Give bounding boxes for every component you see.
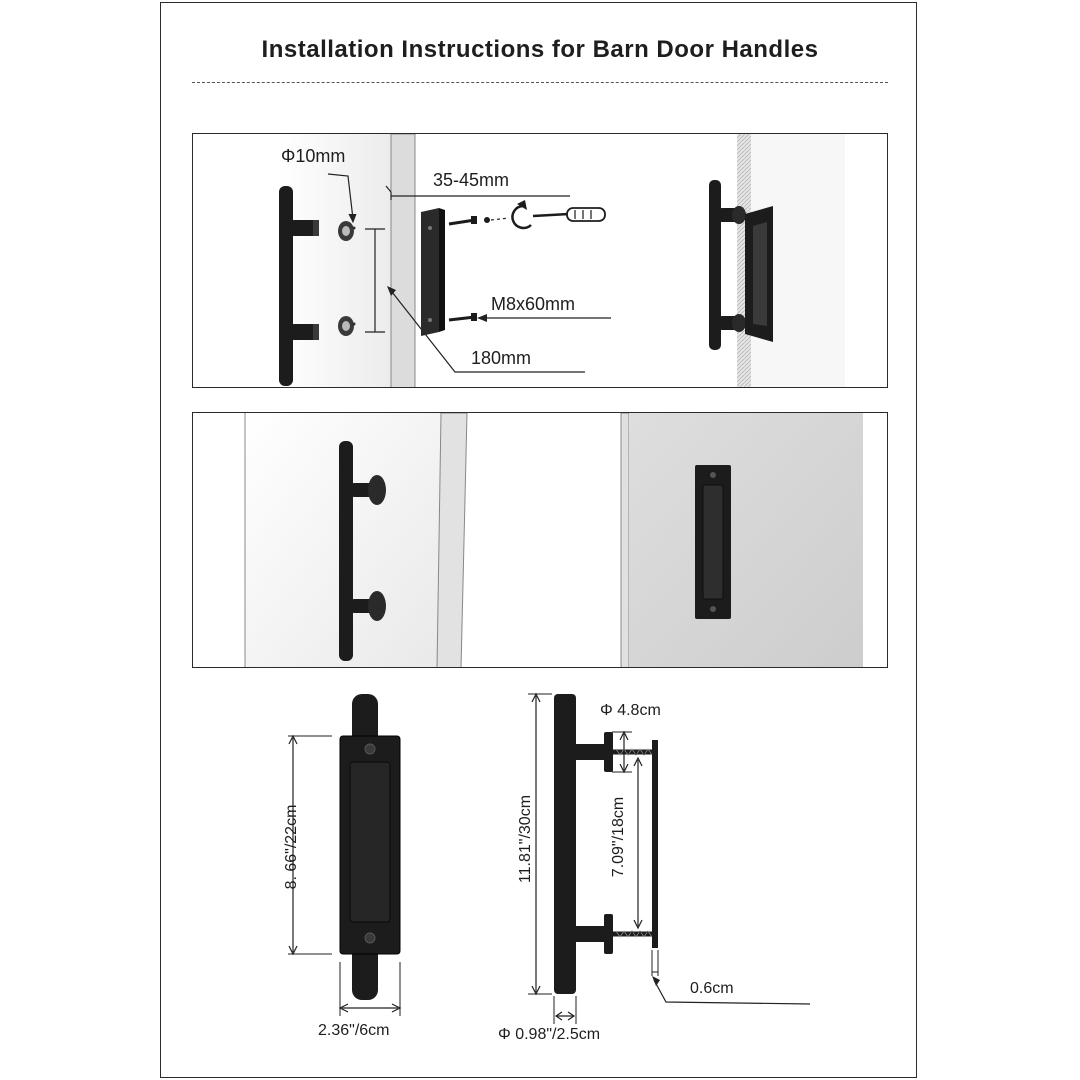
drill-hole-top	[338, 221, 354, 241]
step-mounting-panel	[192, 133, 888, 388]
bar-diameter-dimension	[554, 996, 576, 1024]
installed-flush-pull-plate	[695, 465, 731, 619]
mounting-illustration	[193, 134, 888, 388]
mounting-screw-top	[449, 216, 490, 224]
door-back-side	[629, 413, 863, 668]
handle-length-label: 11.81"/30cm	[517, 794, 534, 884]
plate-height-label: 8. 66"/22cm	[283, 804, 300, 890]
assembled-flush-plate	[745, 206, 773, 342]
hole-spacing-label: 180mm	[471, 348, 532, 368]
dimension-drawings	[192, 680, 888, 1070]
rotate-arrow-icon	[512, 200, 531, 228]
door-edge	[391, 134, 415, 388]
installed-illustration	[193, 413, 888, 668]
post-diameter-label: Φ 4.8cm	[600, 702, 661, 719]
screw-size-label: M8x60mm	[491, 294, 576, 314]
plate-width-label: 2.36"/6cm	[318, 1022, 390, 1039]
title-divider	[192, 82, 888, 83]
hole-diameter-label: Φ10mm	[281, 146, 346, 166]
page-title: Installation Instructions for Barn Door Handles	[261, 36, 819, 63]
plate-front-view	[340, 694, 400, 1000]
screwdriver-icon	[533, 208, 605, 221]
door-face	[279, 134, 391, 388]
bar-diameter-label: Φ 0.98"/2.5cm	[498, 1026, 601, 1043]
post-spacing-label: 7.09"/18cm	[610, 796, 627, 878]
mounting-screw-bottom	[449, 313, 477, 321]
step-installed-panel	[192, 412, 888, 668]
handle-side-view	[554, 694, 658, 994]
door-thickness-label: 35-45mm	[433, 170, 510, 190]
door-edge-front	[437, 413, 467, 668]
plate-thickness-label: 0.6cm	[690, 980, 734, 997]
drill-hole-bottom	[338, 316, 354, 336]
post-spacing-dimension	[628, 754, 648, 932]
back-plate	[421, 208, 445, 336]
